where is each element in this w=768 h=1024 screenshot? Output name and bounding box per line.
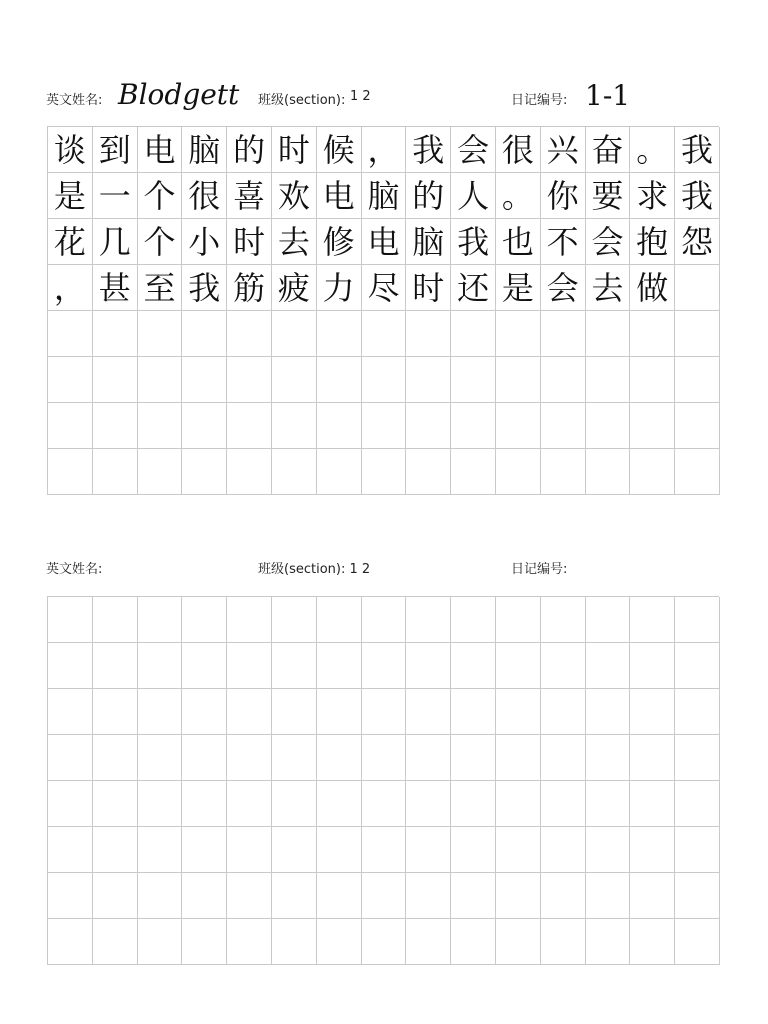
grid-cell <box>272 827 317 873</box>
grid-cell <box>541 357 586 403</box>
grid-cell: 很 <box>182 173 227 219</box>
grid-cell <box>675 735 720 781</box>
grid-cell: 。 <box>496 173 541 219</box>
grid-cell <box>138 919 183 965</box>
grid-cell: 求 <box>630 173 675 219</box>
grid-cell <box>182 827 227 873</box>
grid-cell: 力 <box>317 265 362 311</box>
grid-cell <box>630 919 675 965</box>
grid-cell <box>541 781 586 827</box>
grid-cell <box>541 403 586 449</box>
grid-cell <box>317 311 362 357</box>
grid-cell <box>317 873 362 919</box>
grid-cell: 的 <box>227 127 272 173</box>
grid-cell <box>541 919 586 965</box>
grid-cell <box>227 449 272 495</box>
grid-cell <box>496 689 541 735</box>
grid-cell: 奋 <box>586 127 631 173</box>
grid-cell <box>586 919 631 965</box>
grid-cell <box>138 311 183 357</box>
grid-cell: 会 <box>541 265 586 311</box>
grid-cell <box>272 689 317 735</box>
grid-cell <box>48 403 93 449</box>
grid-cell: 喜 <box>227 173 272 219</box>
grid-cell <box>48 357 93 403</box>
grid-cell <box>630 781 675 827</box>
grid-cell <box>317 449 362 495</box>
grid-cell <box>541 449 586 495</box>
grid-cell <box>362 311 407 357</box>
diary-value: 1-1 <box>585 79 631 112</box>
grid-cell <box>48 735 93 781</box>
grid-cell <box>496 643 541 689</box>
grid-cell: 时 <box>227 219 272 265</box>
grid-cell: 电 <box>362 219 407 265</box>
grid-cell: 候 <box>317 127 362 173</box>
grid-cell: 我 <box>451 219 496 265</box>
grid-cell <box>496 403 541 449</box>
grid-cell <box>675 357 720 403</box>
grid-cell <box>586 403 631 449</box>
grid-cell <box>227 311 272 357</box>
grid-cell: 怨 <box>675 219 720 265</box>
grid-cell <box>93 919 138 965</box>
grid-cell <box>362 403 407 449</box>
grid-cell <box>93 311 138 357</box>
grid-cell <box>317 781 362 827</box>
grid-cell <box>496 873 541 919</box>
grid-cell: 到 <box>93 127 138 173</box>
grid-cell: 的 <box>406 173 451 219</box>
grid-cell: 会 <box>451 127 496 173</box>
grid-cell <box>48 597 93 643</box>
grid-cell <box>227 873 272 919</box>
grid-cell <box>362 597 407 643</box>
grid-cell <box>182 689 227 735</box>
grid-cell <box>227 403 272 449</box>
grid-cell <box>138 827 183 873</box>
grid-cell <box>406 919 451 965</box>
grid-cell <box>138 357 183 403</box>
grid-cell <box>451 873 496 919</box>
grid-cell <box>496 781 541 827</box>
grid-cell <box>272 357 317 403</box>
grid-cell <box>630 311 675 357</box>
grid-cell <box>227 689 272 735</box>
grid-cell <box>138 597 183 643</box>
grid-cell: 时 <box>272 127 317 173</box>
sheet1-header <box>0 80 768 110</box>
grid-cell: 欢 <box>272 173 317 219</box>
grid-cell <box>138 689 183 735</box>
grid-cell: 个 <box>138 173 183 219</box>
grid-cell: 会 <box>586 219 631 265</box>
grid-cell <box>586 781 631 827</box>
grid-cell <box>272 873 317 919</box>
grid-cell <box>182 735 227 781</box>
grid-cell <box>48 873 93 919</box>
section-value: 1 2 <box>350 89 371 104</box>
grid-cell <box>586 311 631 357</box>
grid-cell <box>138 781 183 827</box>
grid-cell <box>182 643 227 689</box>
grid-cell <box>182 597 227 643</box>
grid-cell <box>675 919 720 965</box>
grid-cell <box>272 735 317 781</box>
grid-cell <box>138 449 183 495</box>
grid-cell: 尽 <box>362 265 407 311</box>
grid-cell <box>317 689 362 735</box>
grid-cell <box>630 449 675 495</box>
grid-cell <box>406 357 451 403</box>
grid-cell <box>182 873 227 919</box>
grid-cell: 做 <box>630 265 675 311</box>
grid-cell <box>451 311 496 357</box>
grid-cell <box>272 781 317 827</box>
grid-cell <box>675 449 720 495</box>
grid-cell: 不 <box>541 219 586 265</box>
grid-cell <box>93 781 138 827</box>
grid-cell <box>451 357 496 403</box>
grid-cell: 时 <box>406 265 451 311</box>
grid-cell: 你 <box>541 173 586 219</box>
grid-cell: 去 <box>586 265 631 311</box>
grid-cell <box>362 357 407 403</box>
grid-cell <box>406 311 451 357</box>
grid-cell: 兴 <box>541 127 586 173</box>
grid-cell: 脑 <box>406 219 451 265</box>
grid-cell <box>272 403 317 449</box>
grid-cell: 脑 <box>182 127 227 173</box>
grid-cell <box>317 597 362 643</box>
grid-cell <box>362 827 407 873</box>
grid-cell <box>227 643 272 689</box>
grid-cell: 去 <box>272 219 317 265</box>
grid-cell <box>48 449 93 495</box>
grid-cell: ， <box>362 127 407 173</box>
grid-cell <box>541 311 586 357</box>
grid-cell: 几 <box>93 219 138 265</box>
grid-cell <box>182 357 227 403</box>
grid-cell <box>541 827 586 873</box>
grid-cell <box>586 827 631 873</box>
grid-cell <box>541 643 586 689</box>
grid-cell: 还 <box>451 265 496 311</box>
grid-cell: 抱 <box>630 219 675 265</box>
section-label: 班级(section): 1 2 <box>258 562 371 577</box>
grid-cell <box>182 919 227 965</box>
grid-cell <box>406 689 451 735</box>
grid-cell <box>586 873 631 919</box>
grid-cell <box>317 919 362 965</box>
grid-cell <box>541 735 586 781</box>
grid-cell <box>227 357 272 403</box>
grid-cell <box>93 597 138 643</box>
grid-cell: 也 <box>496 219 541 265</box>
grid-cell <box>362 781 407 827</box>
grid-cell <box>182 449 227 495</box>
grid-cell: 脑 <box>362 173 407 219</box>
grid-cell <box>362 919 407 965</box>
grid-cell <box>317 827 362 873</box>
grid-cell <box>48 689 93 735</box>
grid-cell <box>138 735 183 781</box>
grid-cell <box>541 873 586 919</box>
grid-cell: 我 <box>675 173 720 219</box>
grid-cell <box>93 449 138 495</box>
grid-cell <box>451 643 496 689</box>
grid-cell: 花 <box>48 219 93 265</box>
grid-cell <box>586 643 631 689</box>
grid-cell: 甚 <box>93 265 138 311</box>
grid-cell <box>451 449 496 495</box>
grid-cell <box>451 735 496 781</box>
grid-cell <box>227 597 272 643</box>
grid-cell: ， <box>48 265 93 311</box>
grid-cell <box>317 735 362 781</box>
grid-cell <box>675 781 720 827</box>
grid-cell: 电 <box>138 127 183 173</box>
grid-cell <box>451 689 496 735</box>
grid-cell <box>93 735 138 781</box>
grid-cell <box>138 873 183 919</box>
grid-cell: 很 <box>496 127 541 173</box>
grid-cell <box>406 597 451 643</box>
grid-cell <box>406 643 451 689</box>
grid-cell <box>227 919 272 965</box>
grid-cell <box>93 873 138 919</box>
grid-cell <box>406 827 451 873</box>
grid-cell <box>406 403 451 449</box>
grid-cell: 小 <box>182 219 227 265</box>
grid-cell: 修 <box>317 219 362 265</box>
grid-cell <box>93 689 138 735</box>
name-value: Blodgett <box>118 78 240 111</box>
writing-grid-sheet2 <box>47 596 719 965</box>
grid-cell: 电 <box>317 173 362 219</box>
grid-cell <box>406 735 451 781</box>
grid-cell <box>93 827 138 873</box>
grid-cell <box>630 357 675 403</box>
diary-label: 日记编号: <box>511 562 568 577</box>
grid-cell <box>675 311 720 357</box>
grid-cell: 谈 <box>48 127 93 173</box>
grid-cell <box>406 873 451 919</box>
grid-cell <box>182 311 227 357</box>
name-label: 英文姓名: <box>46 93 103 108</box>
grid-cell <box>93 403 138 449</box>
grid-cell <box>630 597 675 643</box>
grid-cell <box>138 643 183 689</box>
grid-cell <box>227 827 272 873</box>
grid-cell <box>272 597 317 643</box>
grid-cell <box>675 403 720 449</box>
grid-cell <box>48 311 93 357</box>
grid-cell <box>93 643 138 689</box>
grid-cell <box>675 265 720 311</box>
grid-cell <box>48 919 93 965</box>
grid-cell <box>496 311 541 357</box>
grid-cell: 是 <box>496 265 541 311</box>
grid-cell <box>451 597 496 643</box>
grid-cell <box>451 827 496 873</box>
grid-cell <box>362 735 407 781</box>
grid-cell <box>272 449 317 495</box>
grid-cell <box>48 827 93 873</box>
grid-cell <box>541 597 586 643</box>
grid-cell <box>675 689 720 735</box>
grid-cell <box>317 643 362 689</box>
grid-cell <box>317 403 362 449</box>
grid-cell <box>586 357 631 403</box>
grid-cell <box>496 449 541 495</box>
grid-cell <box>406 781 451 827</box>
grid-cell: 我 <box>675 127 720 173</box>
diary-label: 日记编号: <box>511 93 568 108</box>
grid-cell <box>182 781 227 827</box>
grid-cell <box>630 873 675 919</box>
grid-cell <box>451 781 496 827</box>
grid-cell <box>496 357 541 403</box>
grid-cell: 是 <box>48 173 93 219</box>
grid-cell <box>630 403 675 449</box>
grid-cell: 个 <box>138 219 183 265</box>
grid-cell <box>496 735 541 781</box>
grid-cell <box>272 919 317 965</box>
grid-cell <box>451 919 496 965</box>
grid-cell: 我 <box>182 265 227 311</box>
grid-cell: 一 <box>93 173 138 219</box>
grid-cell <box>496 919 541 965</box>
grid-cell <box>630 689 675 735</box>
grid-cell <box>541 689 586 735</box>
grid-cell: 至 <box>138 265 183 311</box>
grid-cell <box>586 735 631 781</box>
grid-cell: 我 <box>406 127 451 173</box>
grid-cell: 疲 <box>272 265 317 311</box>
grid-cell <box>496 827 541 873</box>
grid-cell <box>406 449 451 495</box>
grid-cell <box>630 827 675 873</box>
grid-cell <box>630 735 675 781</box>
grid-cell <box>48 643 93 689</box>
grid-cell <box>317 357 362 403</box>
grid-cell <box>93 357 138 403</box>
grid-cell <box>586 597 631 643</box>
grid-cell <box>496 597 541 643</box>
grid-cell <box>272 311 317 357</box>
grid-cell <box>362 449 407 495</box>
grid-cell: 筋 <box>227 265 272 311</box>
name-label: 英文姓名: <box>46 562 103 577</box>
grid-cell <box>362 873 407 919</box>
sheet2-header <box>0 550 768 580</box>
grid-cell <box>451 403 496 449</box>
grid-cell <box>362 643 407 689</box>
grid-cell: 。 <box>630 127 675 173</box>
grid-cell <box>182 403 227 449</box>
writing-grid-sheet1 <box>47 126 719 495</box>
grid-cell: 要 <box>586 173 631 219</box>
grid-cell: 人 <box>451 173 496 219</box>
grid-cell <box>586 449 631 495</box>
grid-cell <box>586 689 631 735</box>
grid-cell <box>675 643 720 689</box>
section-label: 班级(section): <box>258 93 346 108</box>
grid-cell <box>227 735 272 781</box>
grid-cell <box>227 781 272 827</box>
grid-cell <box>272 643 317 689</box>
grid-cell <box>675 873 720 919</box>
grid-cell <box>630 643 675 689</box>
grid-cell <box>138 403 183 449</box>
grid-cell <box>675 597 720 643</box>
grid-cell <box>362 689 407 735</box>
grid-cell <box>48 781 93 827</box>
grid-cell <box>675 827 720 873</box>
